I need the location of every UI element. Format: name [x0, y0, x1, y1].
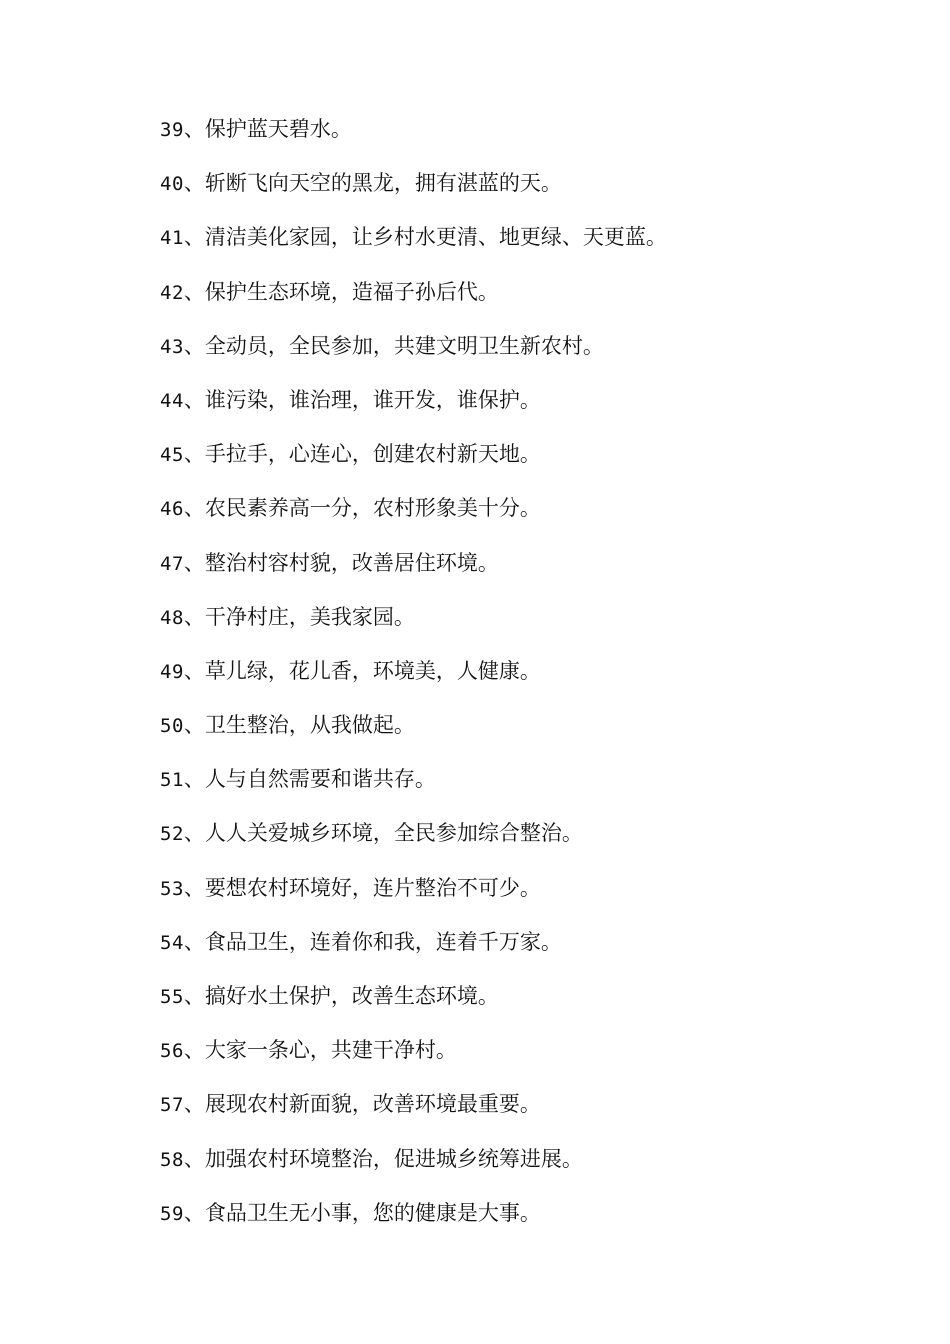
list-item [160, 331, 667, 385]
item-number: 43 [160, 335, 184, 358]
list-item [160, 602, 667, 656]
item-number: 42 [160, 281, 184, 304]
list-item [160, 548, 667, 602]
list-item [160, 656, 667, 710]
item-text: 、展现农村新面貌，改善环境最重要。 [183, 1092, 541, 1117]
item-text: 、保护生态环境，造福子孙后代。 [183, 279, 499, 304]
item-number: 49 [160, 660, 184, 683]
list-item [160, 981, 667, 1035]
item-text: 、食品卫生无小事，您的健康是大事。 [183, 1200, 541, 1225]
item-text: 、草儿绿，花儿香，环境美，人健康。 [183, 658, 541, 683]
list-item [160, 818, 667, 872]
item-text: 、卫生整治，从我做起。 [183, 713, 415, 738]
item-text: 、要想农村环境好，连片整治不可少。 [183, 875, 541, 900]
item-number: 58 [160, 1148, 184, 1171]
item-number: 41 [160, 227, 184, 250]
item-text: 、斩断飞向天空的黑龙，拥有湛蓝的天。 [183, 171, 562, 196]
item-number: 45 [160, 444, 184, 467]
list-item [160, 1035, 667, 1089]
item-text: 、搞好水土保护，改善生态环境。 [183, 984, 499, 1008]
list-item [160, 439, 667, 493]
item-number: 52 [160, 823, 184, 846]
item-text: 、人与自然需要和谐共存。 [183, 767, 436, 792]
item-number: 59 [160, 1202, 184, 1225]
item-text: 、加强农村环境整治，促进城乡统筹进展。 [183, 1146, 583, 1171]
item-number: 51 [160, 769, 184, 792]
list-item [160, 222, 667, 276]
item-number: 55 [160, 986, 184, 1008]
item-number: 50 [160, 715, 184, 738]
list-item [160, 114, 667, 168]
item-text: 、谁污染，谁治理，谁开发，谁保护。 [183, 387, 541, 412]
item-number: 47 [160, 552, 184, 575]
list-item [160, 493, 667, 547]
item-number: 54 [160, 931, 184, 954]
item-text: 、手拉手，心连心，创建农村新天地。 [183, 442, 541, 467]
item-number: 48 [160, 606, 184, 629]
list-item [160, 710, 667, 764]
item-text: 、大家一条心，共建干净村。 [183, 1038, 457, 1063]
list-item [160, 168, 667, 222]
list-item [160, 277, 667, 331]
list-item [160, 1198, 667, 1252]
item-text: 、人人关爱城乡环境，全民参加综合整治。 [183, 821, 583, 846]
item-text: 、全动员，全民参加，共建文明卫生新农村。 [183, 333, 604, 358]
item-number: 57 [160, 1094, 184, 1117]
list-item [160, 873, 667, 927]
list-item [160, 764, 667, 818]
item-text: 、保护蓝天碧水。 [183, 117, 352, 141]
list-item [160, 1144, 667, 1198]
list-item [160, 927, 667, 981]
item-number: 56 [160, 1040, 184, 1063]
item-text: 、食品卫生，连着你和我，连着千万家。 [183, 929, 562, 954]
item-text: 、农民素养高一分，农村形象美十分。 [183, 496, 541, 521]
item-number: 46 [160, 498, 184, 521]
item-number: 40 [160, 173, 184, 196]
slogan-list [160, 114, 667, 1252]
list-item [160, 1089, 667, 1143]
list-item [160, 385, 667, 439]
item-text: 、干净村庄，美我家园。 [183, 604, 415, 629]
item-text: 、整治村容村貌，改善居住环境。 [183, 550, 499, 575]
item-text: 、清洁美化家园，让乡村水更清、地更绿、天更蓝。 [183, 225, 667, 250]
item-number: 39 [160, 119, 184, 141]
item-number: 44 [160, 389, 184, 412]
item-number: 53 [160, 877, 184, 900]
